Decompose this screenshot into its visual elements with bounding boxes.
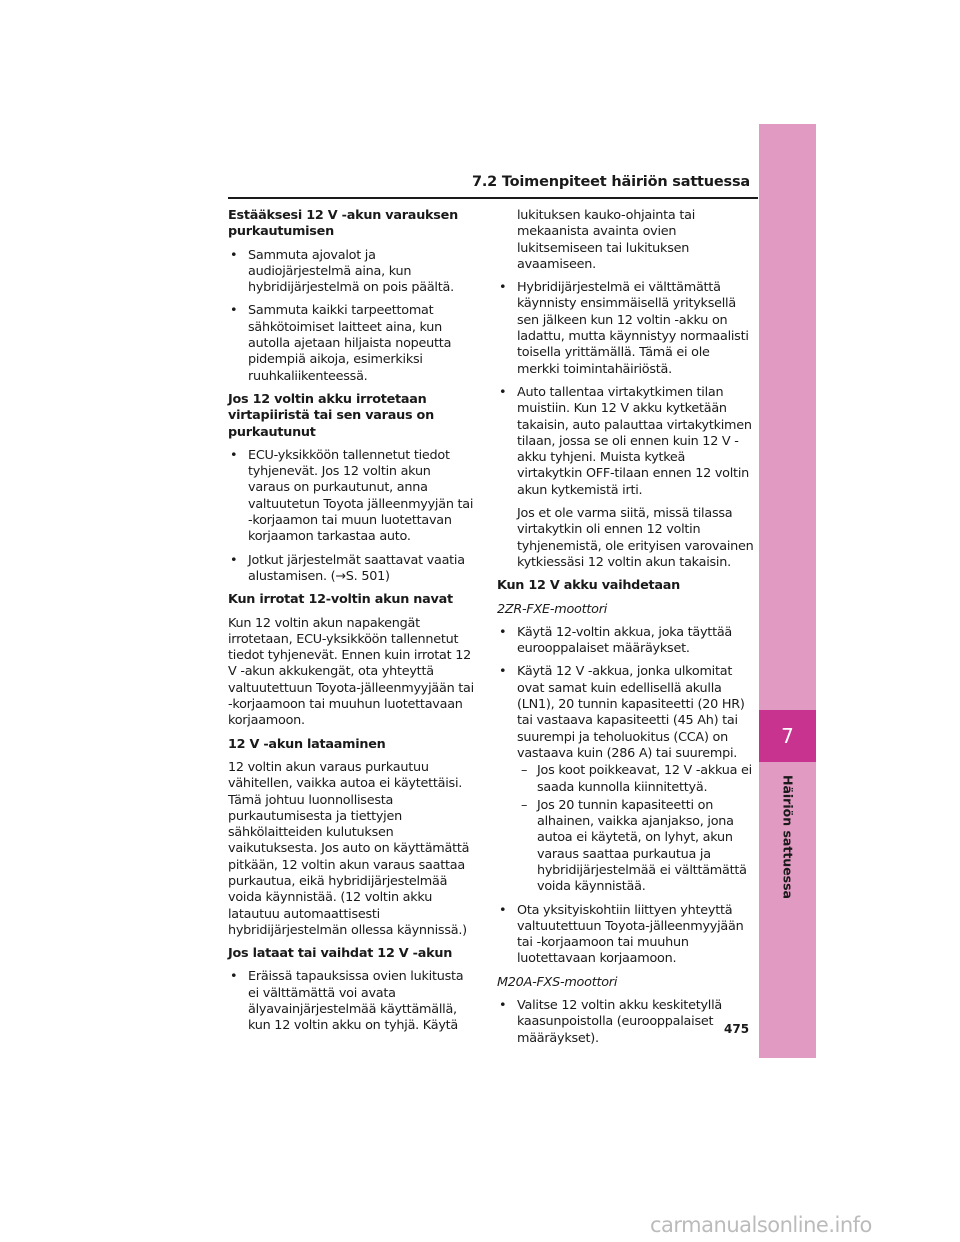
bullet-list [497,998,754,1047]
bullet-list [497,208,754,571]
chapter-number-box [759,710,816,762]
list-item: • Ota yksityiskohtiin liittyen yhteyttä valtuutettuun Toyota-jälleenmyyjään tai -korjaamoon tai muuhun luotettavaan korjaamoon. [497,903,754,968]
section-title: 12 V -akun lataaminen [228,736,386,752]
list-item-text: Jos et ole varma siitä, missä tilassa virtakytkin oli ennen 12 voltin tyhjenemistä, ole erityisen varovainen kytkiessäsi 12 voltin akun takaisin. [517,506,754,570]
section-title: Kun 12 V akku vaihdetaan [497,578,681,594]
dash-item: – Jos 20 tunnin kapasiteetti on alhainen, vaikka ajanjakso, jona autoa ei käytetä, on lyhyt, akun varaus saattaa purkautua ja hybridijärjestelmää ei välttämättä voida käynnistää. [517,798,754,896]
side-tab [759,124,816,1058]
list-item: • Sammuta ajovalot ja audiojärjestelmä aina, kun hybridijärjestelmä on pois päältä. [228,248,474,297]
list-item-text: • Käytä 12 V -akkua, jonka ulkomitat ovat samat kuin edellisellä akulla (LN1), 20 tunnin kapasiteetti (20 HR) tai vastaava kapasiteetti (45 Ah) tai suurempi ja teholuokitus (CCA) on vastaava kuin (286 A) tai suurempi. [517,664,745,761]
bullet-list [497,625,754,968]
bullet-list [228,969,474,1034]
paragraph: 12 voltin akun varaus purkautuu vähitellen, vaikka autoa ei käytettäisi. Tämä johtuu luonnollisesta purkautumisesta ja tiettyjen sähkölaitteiden kulutuksen vaikutuksesta. Jos auto on käyttämättä pitkään, 12 voltin akun varaus saattaa purkautua, eikä hybridijärjestelmää voida käynnistää. (12 voltin akku latautuu automaattisesti hybridijärjestelmän ollessa käynnissä.) [228,759,470,938]
engine-subtitle: 2ZR-FXE-moottori [497,601,608,617]
list-item: • Hybridijärjestelmä ei välttämättä käynnisty ensimmäisellä yrityksellä sen jälkeen kun 12 voltin -akku on ladattu, mutta käynnistyy normaalisti toisella yrittämällä. Tämä ei ole merkki toimintahäiriöstä. [497,280,754,378]
section-title: Kun irrotat 12-voltin akun navat [228,592,453,608]
watermark: carmanualsonline.info [650,1213,872,1237]
section-header: 7.2 Toimenpiteet häiriön sattuessa [471,174,750,190]
list-item [497,664,754,895]
dash-item: – Jos koot poikkeavat, 12 V -akkua ei saada kunnolla kiinnitettyä. [517,763,754,796]
engine-subtitle: M20A-FXS-moottori [497,974,618,990]
page-number: 475 [724,1022,750,1036]
list-item: • ECU-yksikköön tallennetut tiedot tyhjenevät. Jos 12 voltin akun varaus on purkautunut, anna valtuutetun Toyota jälleenmyyjän tai -korjaamon tai muun luotettavan korjaamon tarkastaa auto. [228,448,474,546]
list-item-continued: lukituksen kauko-ohjainta tai mekaanista avainta ovien lukitsemiseen tai lukituksen avaamiseen. [517,208,695,272]
section-title: Estääksesi 12 V -akun varauksen purkautumisen [228,208,458,240]
header-rule [228,197,758,199]
list-item: • Jotkut järjestelmät saattavat vaatia alustamisen. (→S. 501) [228,553,474,586]
left-column [228,208,474,1042]
right-column [497,208,754,1054]
chapter-number: 7 [781,724,794,748]
list-item [497,385,754,571]
list-item-text: • Auto tallentaa virtakytkimen tilan muistiin. Kun 12 V akku kytketään takaisin, auto palauttaa virtakytkimen tilaan, jossa se oli ennen kuin 12 V -akku tyhjeni. Muista kytkeä virtakytkin OFF-tilaan ennen 12 voltin akun kytkemistä irti. [517,384,752,498]
paragraph: Kun 12 voltin akun napakengät irrotetaan, ECU-yksikköön tallennetut tiedot tyhjenevät. Ennen kuin irrotat 12 V -akun akkukengät, ota yhteyttä valtuutettuun Toyota-jälleenmyyjään tai -korjaamoon tai muuhun luotettavaan korjaamoon. [228,615,474,729]
bullet-list [228,248,474,385]
list-item: • Käytä 12-voltin akkua, joka täyttää eurooppalaiset määräykset. [497,625,754,658]
dash-list [517,763,754,895]
list-item: • Eräissä tapauksissa ovien lukitusta ei välttämättä voi avata älyavainjärjestelmää käyttämällä, kun 12 voltin akku on tyhjä. Käytä [228,969,474,1034]
list-item: • Sammuta kaikki tarpeettomat sähkötoimiset laitteet aina, kun autolla ajetaan hiljaista nopeutta pidempiä aikoja, esimerkiksi ruuhkaliikenteessä. [228,303,474,384]
section-title: Jos lataat tai vaihdat 12 V -akun [228,946,453,962]
bullet-list [228,448,474,585]
section-title: Jos 12 voltin akku irrotetaan virtapiiristä tai sen varaus on purkautunut [228,391,434,440]
list-item: • Valitse 12 voltin akku keskitetyllä kaasunpoistolla (eurooppalaiset määräykset). [497,998,754,1047]
chapter-title: Häiriön sattuessa [780,775,796,899]
